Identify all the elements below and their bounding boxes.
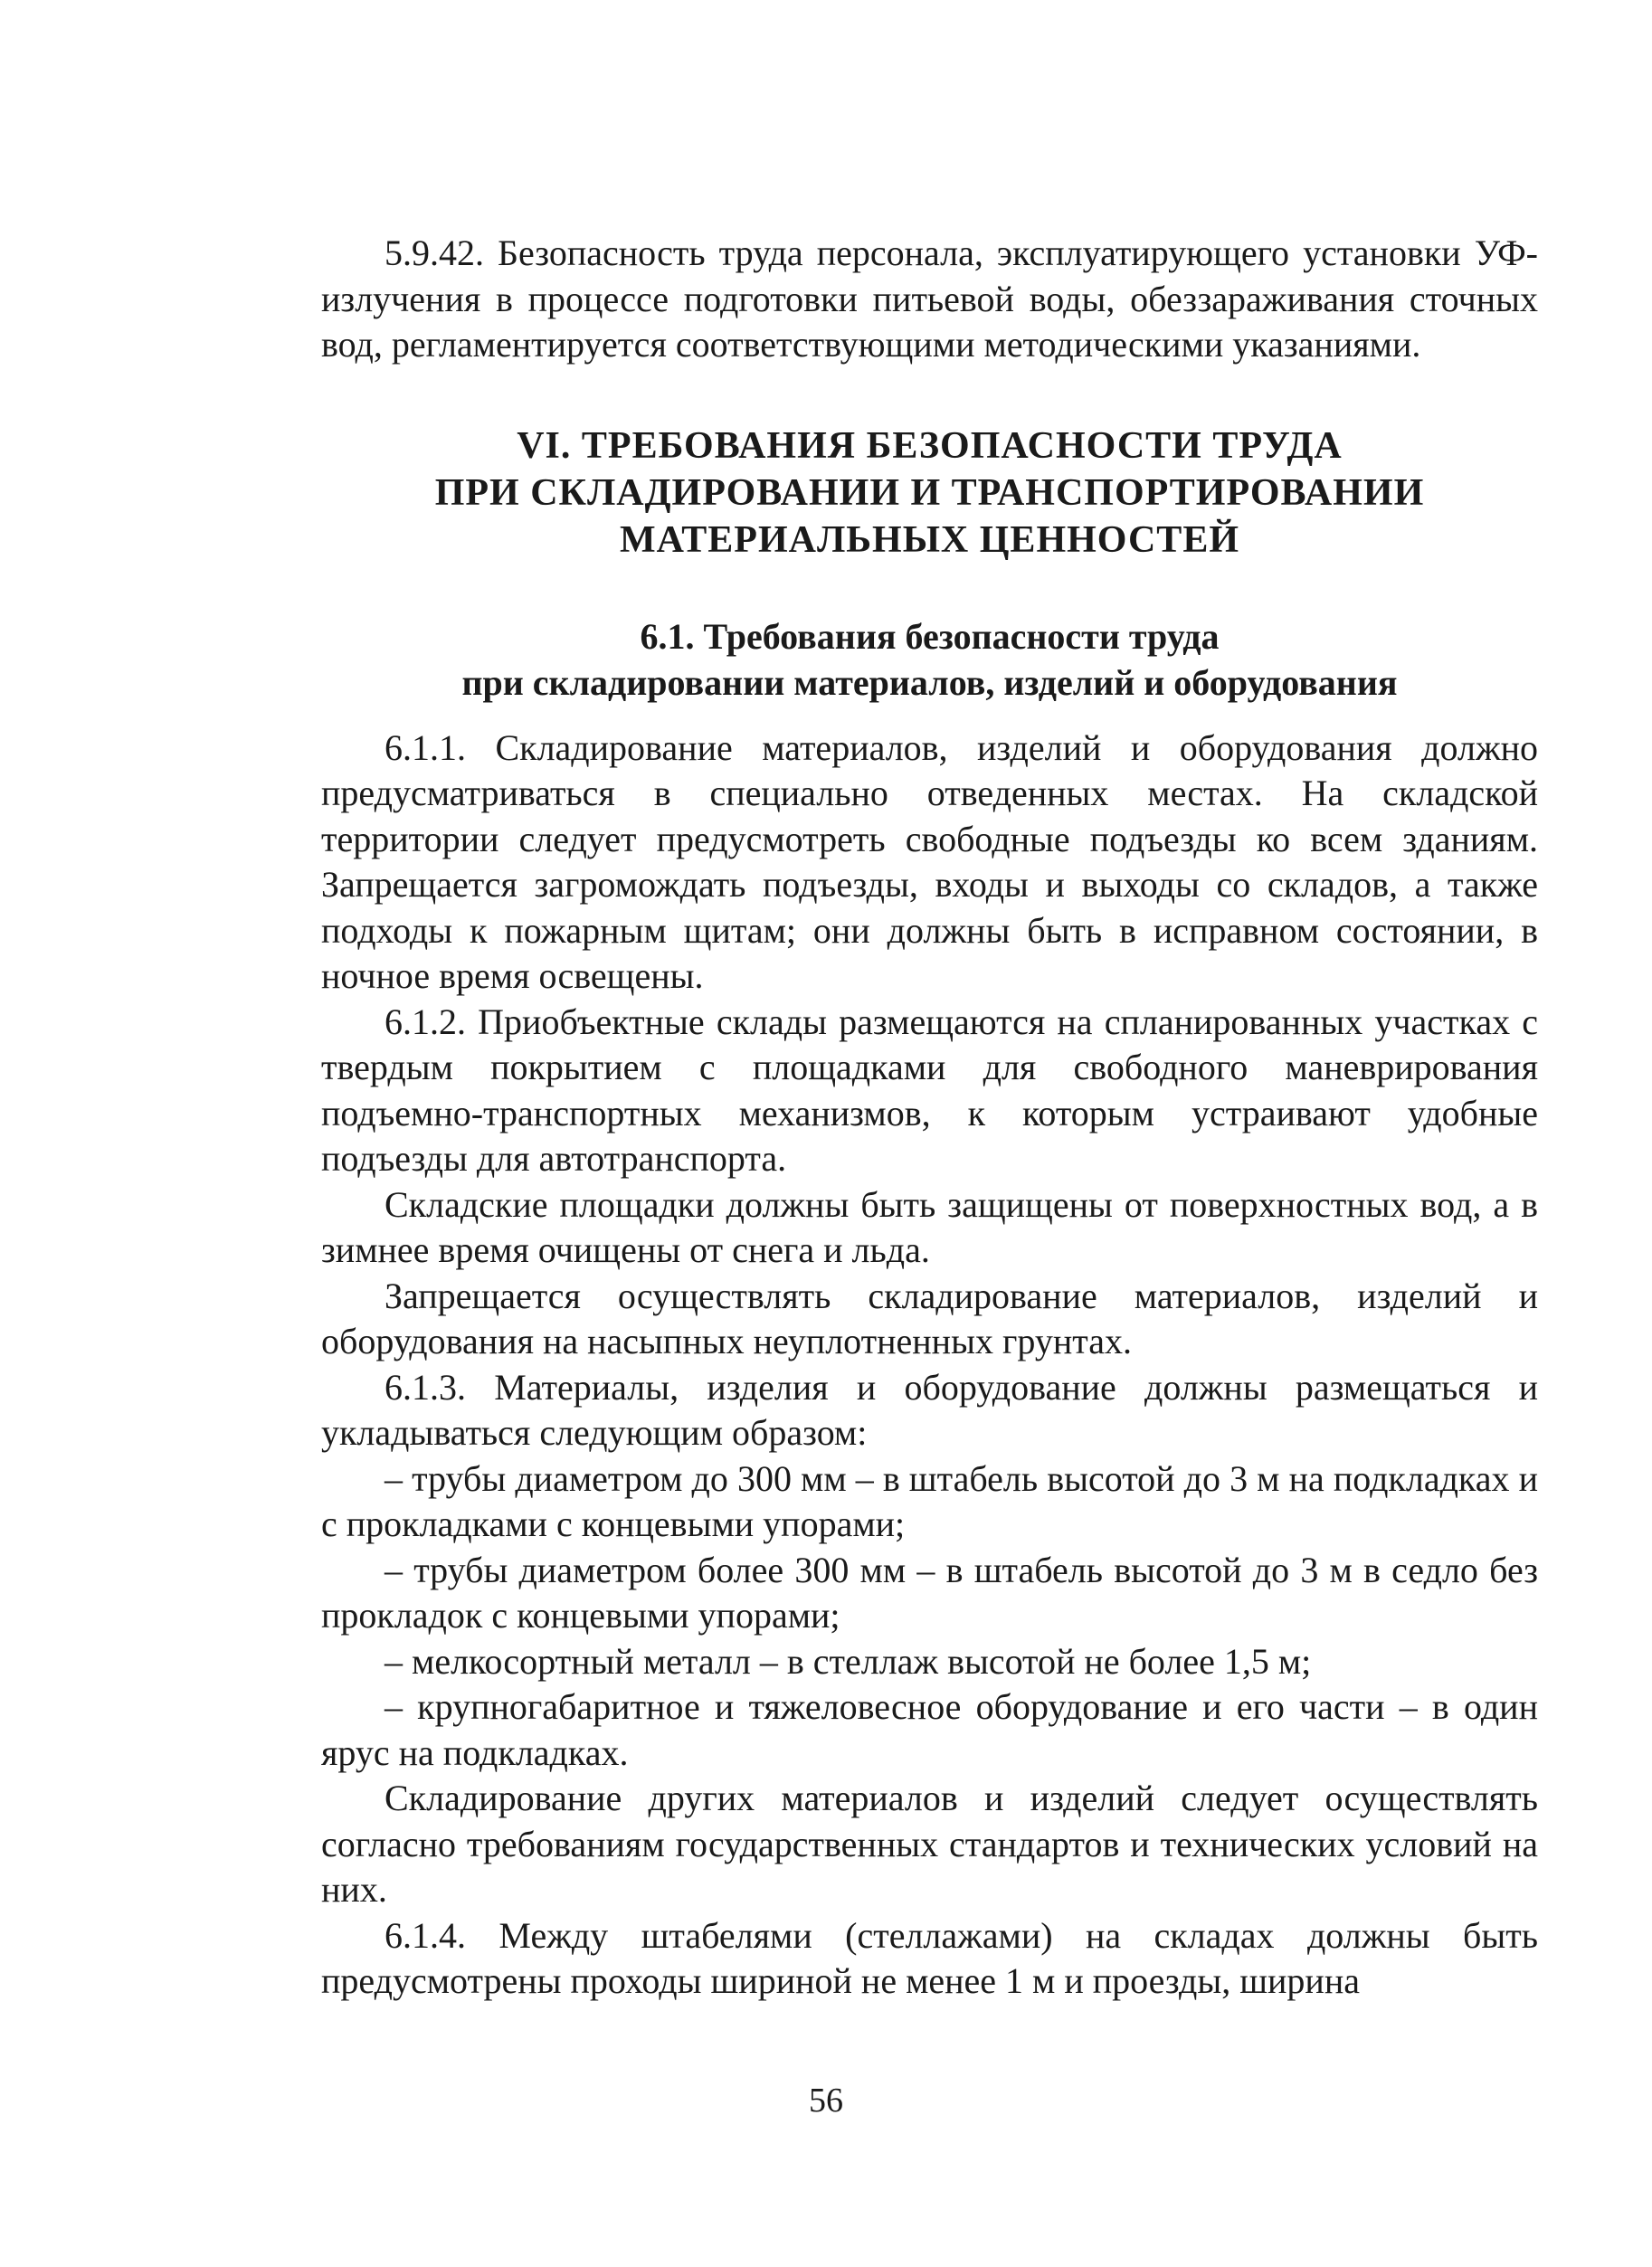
subsection-title-line-2: при складировании материалов, изделий и оборудования xyxy=(461,661,1398,703)
section-title-line-2: ПРИ СКЛАДИРОВАНИИ И ТРАНСПОРТИРОВАНИИ xyxy=(434,471,1425,514)
paragraph-6-1-4: 6.1.4. Между штабелями (стеллажами) на складах должны быть предусмотрены проходы шириной не менее 1 м и проезды, ширина xyxy=(321,1914,1538,2001)
section-title-line-1: VI. ТРЕБОВАНИЯ БЕЗОПАСНОСТИ ТРУДА xyxy=(517,424,1343,467)
subsection-title xyxy=(321,613,1538,706)
paragraph-5-9-42: 5.9.42. Безопасность труда персонала, эксплуатирующего установки УФ-излучения в процессе подготовки питьевой воды, обеззараживания сточных вод, регламентируется соответствующими методическими указаниями. xyxy=(321,232,1538,365)
paragraph-surface-water: Складские площадки должны быть защищены от поверхностных вод, а в зимнее время очищены от снега и льда. xyxy=(321,1183,1538,1270)
document-page xyxy=(321,231,1538,2005)
list-item-small-metal: – мелкосортный металл – в стеллаж высотой не более 1,5 м; xyxy=(385,1640,1312,1682)
paragraph-prohibited-ground: Запрещается осуществлять складирование материалов, изделий и оборудования на насыпных неуплотненных грунтах. xyxy=(321,1275,1538,1361)
section-title xyxy=(321,422,1538,564)
paragraph-6-1-3: 6.1.3. Материалы, изделия и оборудование должны размещаться и укладываться следующим образом: xyxy=(321,1366,1538,1453)
list-item-heavy-equipment: – крупногабаритное и тяжеловесное оборудование и его части – в один ярус на подкладках. xyxy=(321,1686,1538,1773)
subsection-title-line-1: 6.1. Требования безопасности труда xyxy=(640,615,1220,657)
paragraph-other-materials: Складирование других материалов и изделий следует осуществлять согласно требованиям государственных стандартов и технических условий на них. xyxy=(321,1778,1538,1910)
list-item-pipes-large: – трубы диаметром более 300 мм – в штабель высотой до 3 м в седло без прокладок с концевыми упорами; xyxy=(321,1549,1538,1636)
paragraph-6-1-1: 6.1.1. Складирование материалов, изделий и оборудования должно предусматриваться в специально отведенных местах. На складской территории следует предусмотреть свободные подъезды ко всем зданиям. Запрещается загромождать подъезды, входы и выходы со складов, а также подходы к пожарным щитам; они должны быть в исправном состоянии, в ночное время освещены. xyxy=(321,726,1538,996)
page-number: 56 xyxy=(809,2082,843,2120)
paragraph-6-1-2: 6.1.2. Приобъектные склады размещаются на спланированных участках с твердым покрытием с площадками для свободного маневрирования подъемно-транспортных механизмов, к которым устраивают удобные подъезды для автотранспорта. xyxy=(321,1001,1538,1179)
list-item-pipes-small: – трубы диаметром до 300 мм – в штабель высотой до 3 м на подкладках и с прокладками с концевыми упорами; xyxy=(321,1457,1538,1544)
section-title-line-3: МАТЕРИАЛЬНЫХ ЦЕННОСТЕЙ xyxy=(620,518,1239,561)
